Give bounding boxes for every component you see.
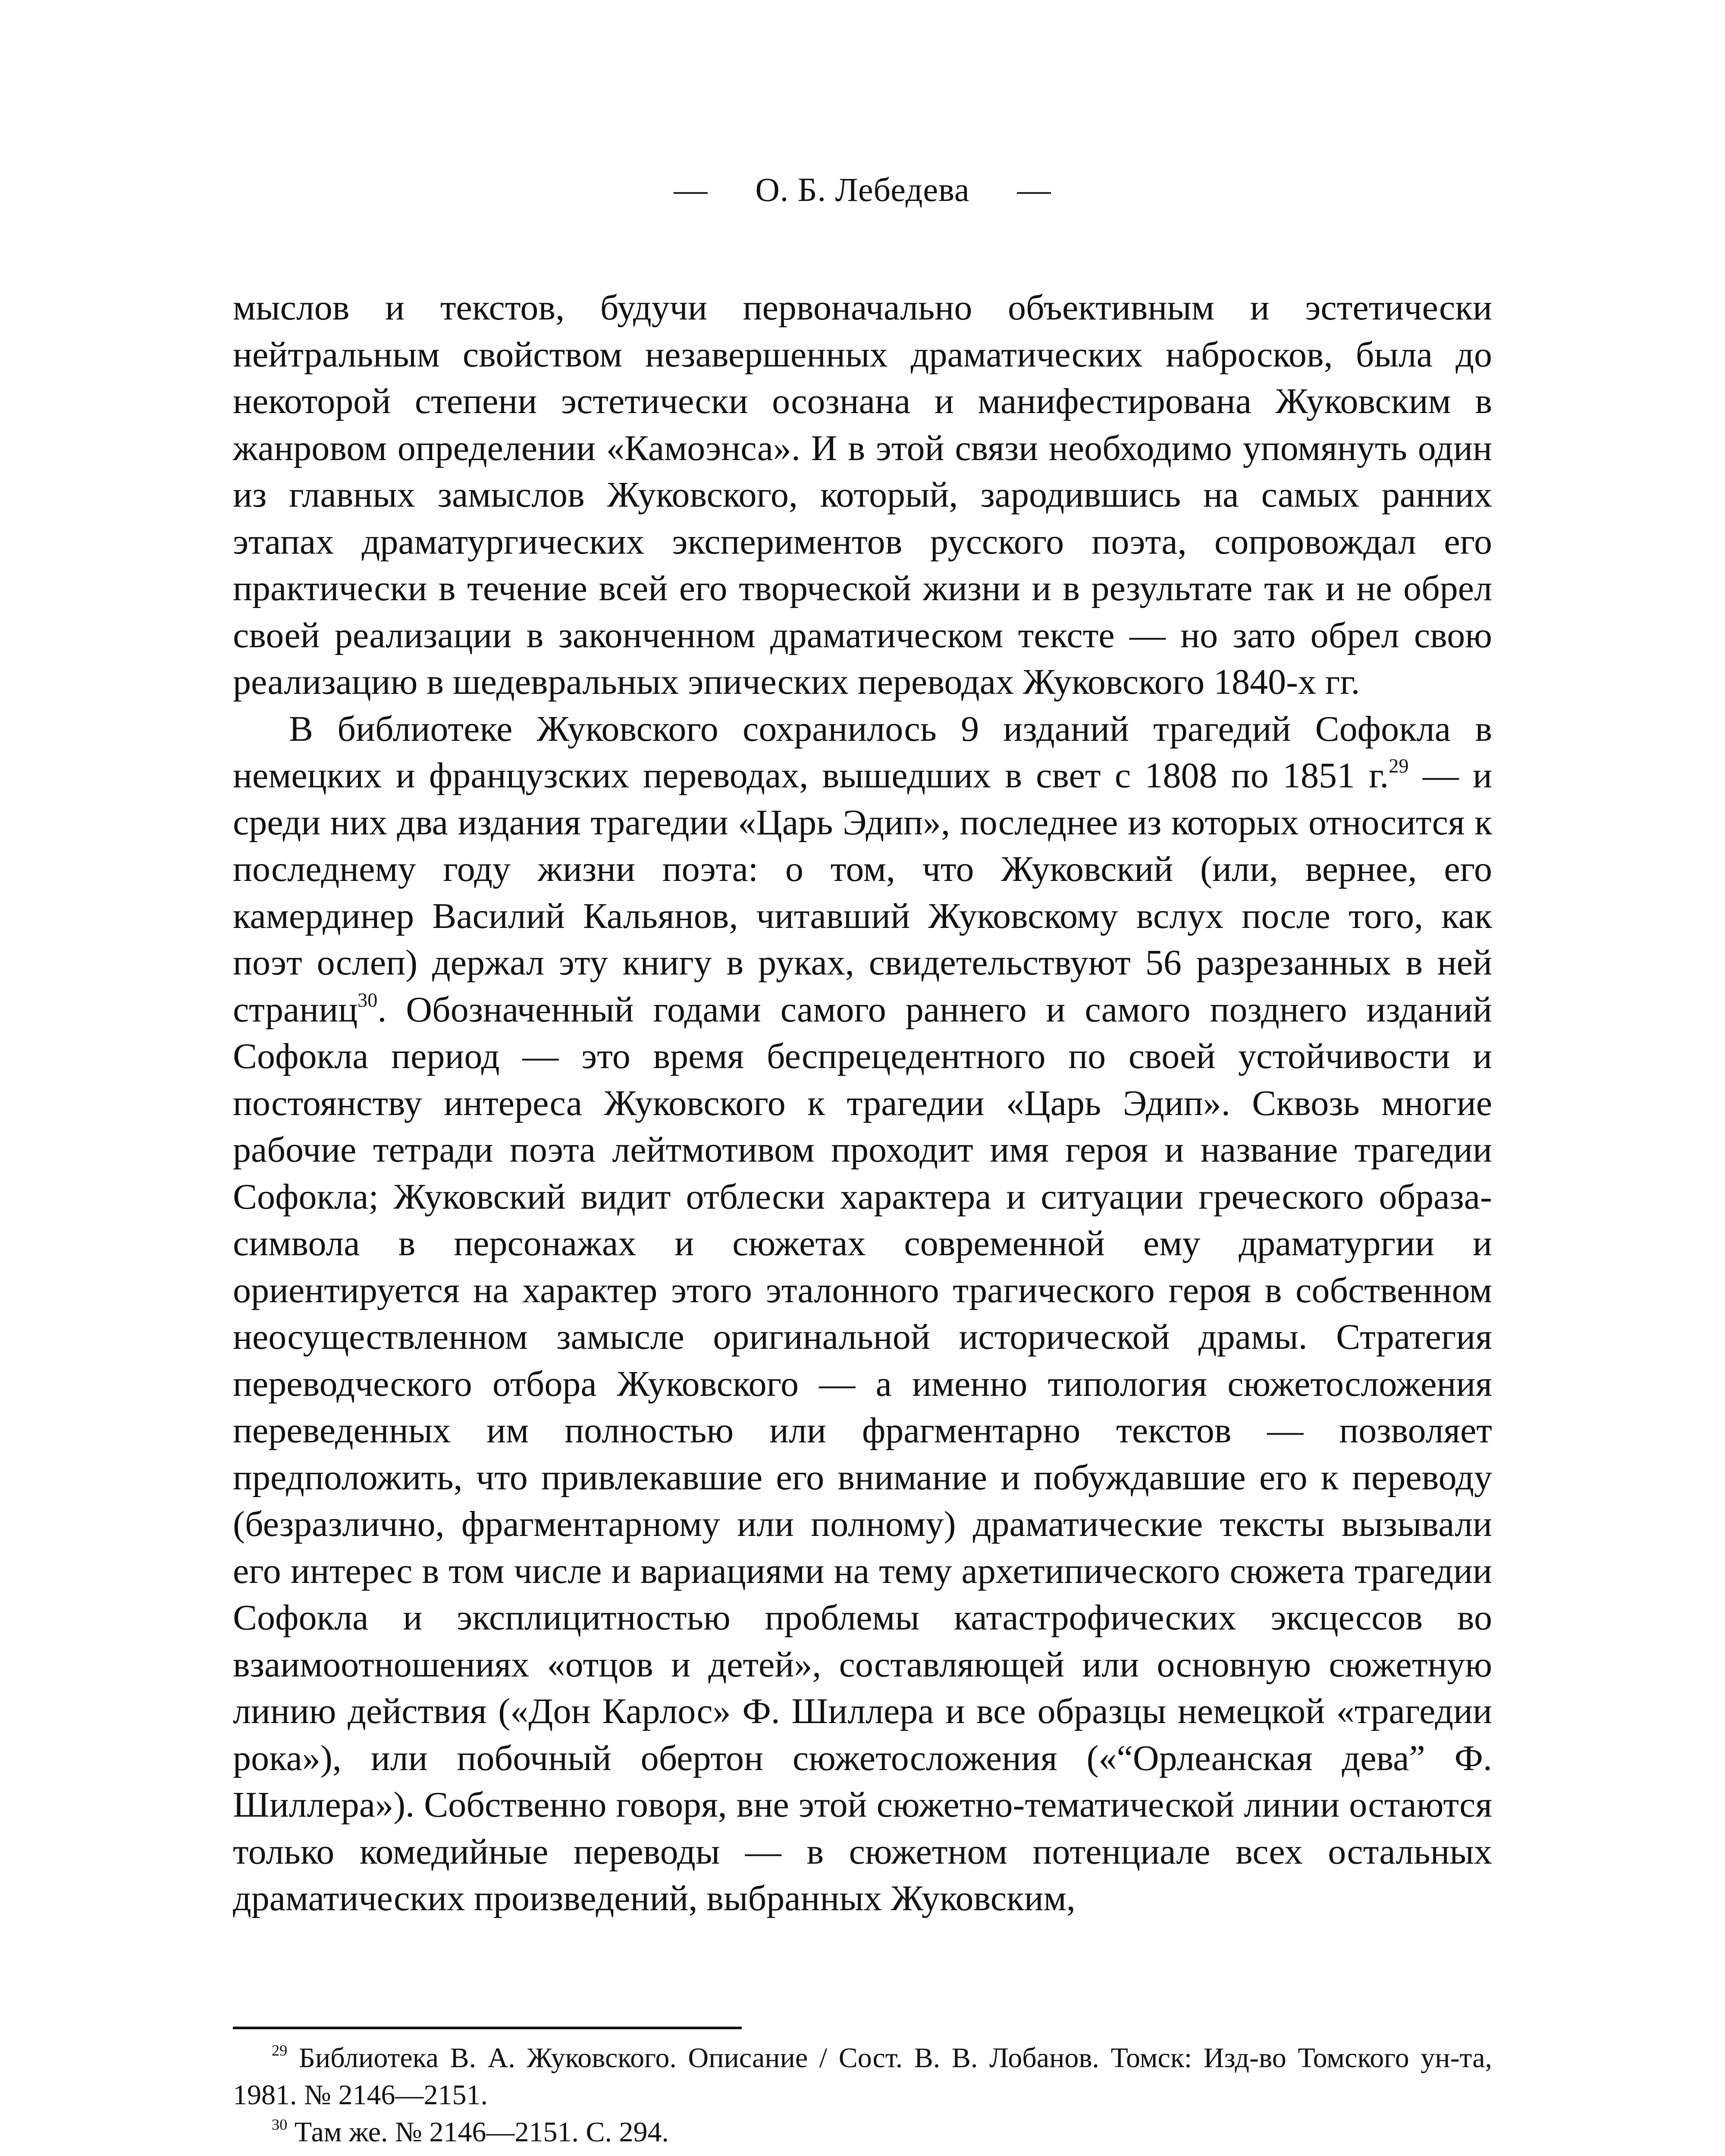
footnote-29-number: 29 [272, 2041, 288, 2059]
footnotes [233, 2040, 1492, 2151]
paragraph-2-part-c: . Обозначенный годами самого раннего и самого позднего изданий Софокла период — это время беспрецедентного по своей устойчивости и постоянству интереса Жуковского к трагедии «Царь Эдип». Сквозь многие рабочие тетради поэта лейтмотивом проходит имя героя и название трагедии Софокла; Жуковский видит отблески характера и ситуации греческого образа-символа в персонажах и сюжетах современной ему драматургии и ориентируется на характер этого эталонного трагического героя в собственном неосуществленном замысле оригинальной исторической драмы. Стратегия переводческого отбора Жуковского — а именно типология сюжетосложения переведенных им полностью или фрагментарно текстов — позволяет предположить, что привлекавшие его внимание и побуждавшие его к переводу (безразлично, фрагментарному или полному) драматические тексты вызывали его интерес в том числе и вариациями на тему архетипического сюжета трагедии Софокла и эксплицитностью проблемы катастрофических эксцессов во взаимоотношениях «отцов и детей», составляющей или основную сюжетную линию действия («Дон Карлос» Ф. Шиллера и все образцы немецкой «трагедии рока»), или побочный обертон сюжетосложения («“Орлеанская дева” Ф. Шиллера»). Собственно говоря, вне этой сюжетно-тематической линии остаются только комедийные переводы — в сюжетном потенциале всех остальных драматических произведений, выбранных Жуковским, [233, 989, 1492, 1918]
running-head-author: О. Б. Лебедева [755, 171, 970, 208]
footnote-30-text: Там же. № 2146—2151. С. 294. [287, 2116, 669, 2148]
footnote-ref-30[interactable]: 30 [358, 988, 378, 1011]
running-head-dash-right: — [1017, 171, 1051, 208]
footnote-29 [233, 2040, 1492, 2114]
footnote-30 [233, 2114, 1492, 2151]
paragraph-2-part-b: — и среди них два издания трагедии «Царь Эдип», последнее из которых относится к последнему году жизни поэта: о том, что Жуковский (или, вернее, его камердинер Василий Кальянов, читавший Жуковскому вслух после того, как поэт ослеп) держал эту книгу в руках, свидетельствуют 56 разрезанных в ней страниц [233, 755, 1492, 1030]
footnote-29-text: Библиотека В. А. Жуковского. Описание / Сост. В. В. Лобанов. Томск: Изд-во Томского ун-та, 1981. № 2146—2151. [233, 2042, 1492, 2111]
paragraph-2 [233, 706, 1492, 1922]
paragraph-2-part-a: В библиотеке Жуковского сохранилось 9 изданий трагедий Софокла в немецких и французских переводах, вышедших в свет с 1808 по 1851 г. [233, 708, 1492, 796]
running-head-dash-left: — [674, 171, 708, 208]
footnote-ref-29[interactable]: 29 [1389, 755, 1409, 777]
body-text [233, 285, 1492, 1922]
footnote-divider [233, 2027, 742, 2029]
footnote-30-number: 30 [272, 2115, 288, 2133]
running-head [0, 168, 1725, 211]
paragraph-1: мыслов и текстов, будучи первоначально объективным и эстетически нейтральным свойством незавершенных драматических набросков, была до некоторой степени эстетически осознана и манифестирована Жуковским в жанровом определении «Камоэнса». И в этой связи необходимо упомянуть один из главных замыслов Жуковского, который, зародившись на самых ранних этапах драматургических экспериментов русского поэта, сопровождал его практически в течение всей его творческой жизни и в результате так и не обрел своей реализации в законченном драматическом тексте — но зато обрел свою реализацию в шедевральных эпических переводах Жуковского 1840-х гг. [233, 288, 1492, 702]
